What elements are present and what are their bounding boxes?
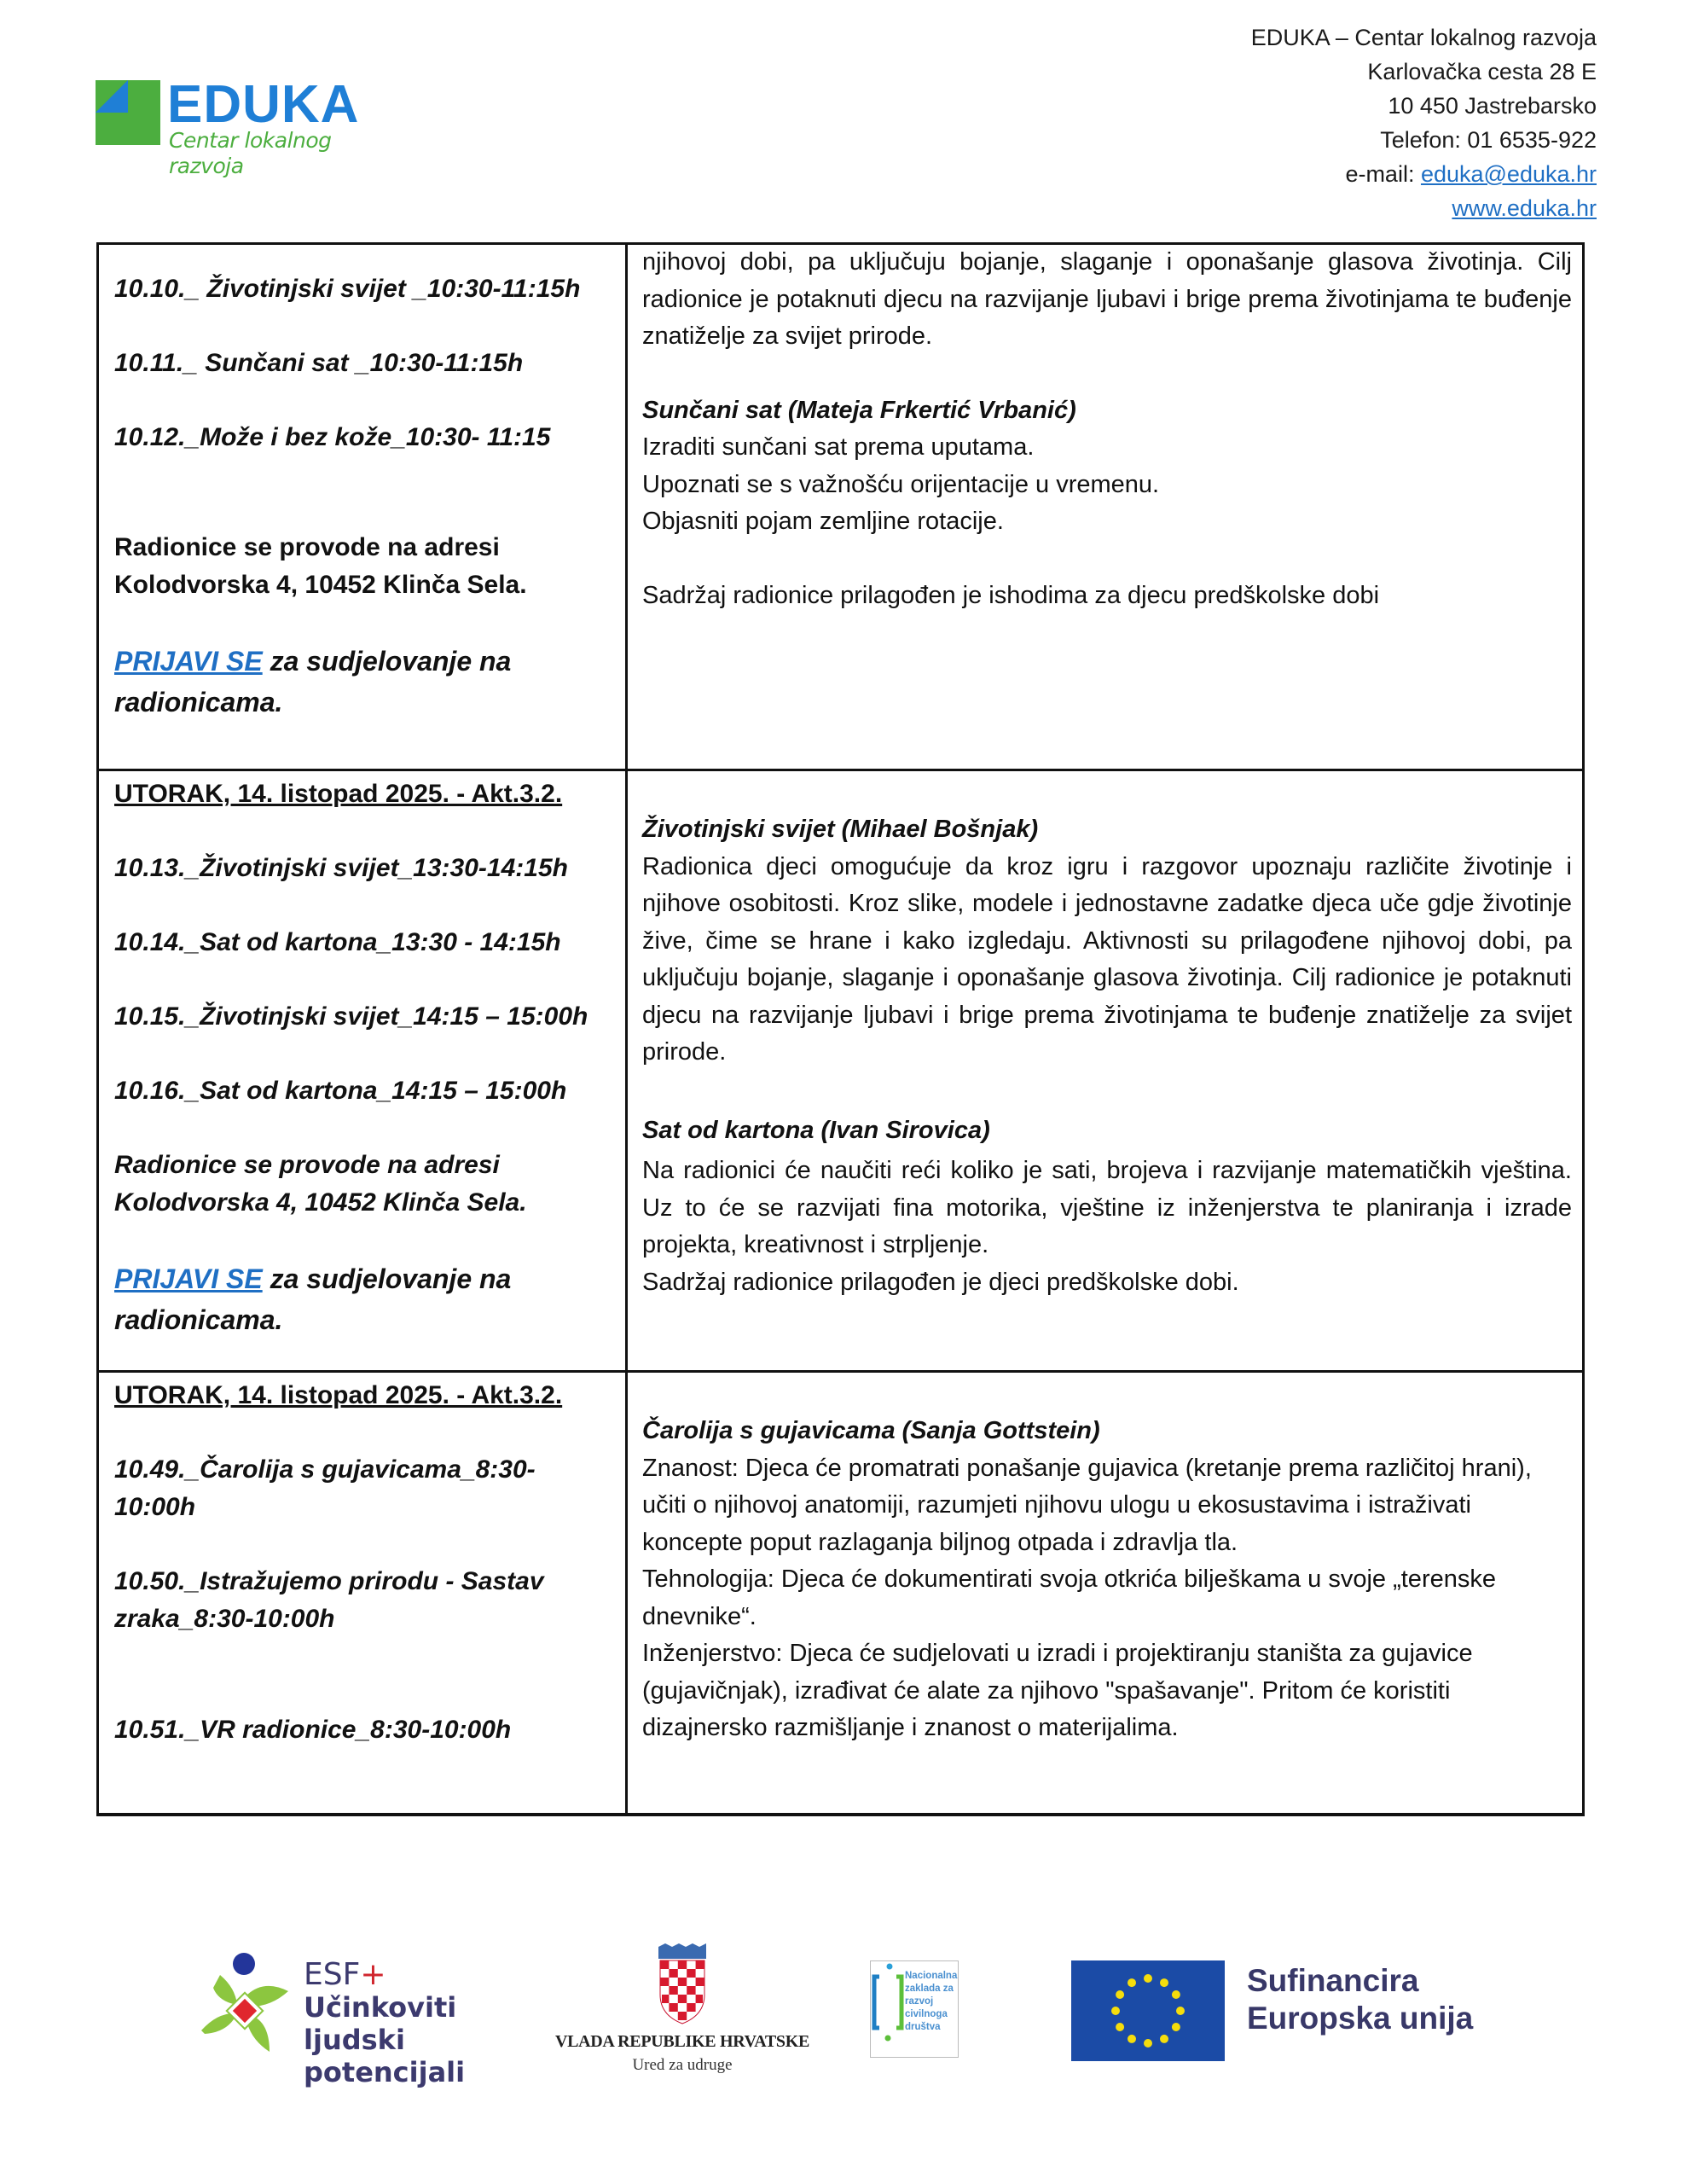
eu-star-icon bbox=[1111, 2007, 1120, 2015]
workshop-line: Izraditi sunčani sat prema uputama. bbox=[642, 433, 1035, 461]
contact-city: 10 450 Jastrebarsko bbox=[1388, 93, 1597, 119]
eu-flag-icon bbox=[1071, 1960, 1225, 2061]
column-divider bbox=[625, 245, 628, 1813]
eu-star-icon bbox=[1116, 2023, 1124, 2031]
workshop-paragraph: Tehnologija: Djeca će dokumentirati svoja otkrića bilješkama u svoje „terenske dnevnike“. bbox=[642, 1565, 1496, 1630]
workshop-title: Sat od kartona (Ivan Sirovica) bbox=[642, 1116, 990, 1144]
workshop-description: njihovoj dobi, pa uključuju bojanje, slaganje i oponašanje glasova životinja. Cilj radionice je potaknuti djecu na razvijanje ljubavi i brige prema životinjama te buđenje znatiželje za svijet prirode. bbox=[642, 248, 1572, 350]
vlada-logo bbox=[554, 1937, 810, 2082]
schedule-table bbox=[96, 242, 1585, 1816]
row-2-right-cell bbox=[642, 811, 1572, 1301]
esf-logo bbox=[194, 1945, 553, 2088]
address-line: Kolodvorska 4, 10452 Klinča Sela. bbox=[114, 571, 527, 599]
signup-link[interactable]: PRIJAVI SE bbox=[114, 646, 263, 677]
vlada-subtitle: Ured za udruge bbox=[632, 2056, 733, 2074]
eu-star-icon bbox=[1176, 2007, 1185, 2015]
esf-logo-icon bbox=[194, 1945, 297, 2056]
signup-text: za sudjelovanje na radionicama. bbox=[114, 1263, 512, 1335]
workshop-line: Objasniti pojam zemljine rotacije. bbox=[642, 508, 1004, 535]
esf-line2: potencijali bbox=[304, 2056, 466, 2088]
eu-stars bbox=[1071, 1960, 1225, 2061]
eduka-logo-mark-icon bbox=[96, 80, 160, 145]
workshop-description: Radionica djeci omogućuje da kroz igru i razgovor upoznaju različite životinje i njihove osobitosti. Kroz slike, modele i jednostavne zadatke djeca uče gdje životinje žive, čime se hrane i kako izgledaju. Aktivnosti su prilagođene njihovoj dobi, pa uključuju bojanje, slaganje i oponašanje glasova životinja. Cilj radionice je potaknuti djecu na razvijanje ljubavi i brige prema životinjama te buđenje znatiželje za svijet prirode. bbox=[642, 852, 1572, 1066]
logo-wordmark: EDUKA bbox=[167, 75, 360, 134]
esf-plus: + bbox=[360, 1957, 386, 1992]
nz-line: Nacionalna bbox=[905, 1971, 958, 1981]
nz-line: zaklada za bbox=[905, 1984, 954, 1994]
address-line: Radionice se provode na adresi bbox=[114, 533, 500, 561]
row-2-left-cell bbox=[114, 775, 617, 1340]
eu-line2: Europska unija bbox=[1247, 2001, 1474, 2036]
workshop-note: Sadržaj radionice prilagođen je djeci predškolske dobi. bbox=[642, 1268, 1239, 1296]
signup-text: za sudjelovanje na radionicama. bbox=[114, 646, 512, 717]
eu-star-icon bbox=[1172, 1990, 1180, 1999]
eu-star-icon bbox=[1128, 2035, 1136, 2043]
session-item: 10.16._Sat od kartona_14:15 – 15:00h bbox=[114, 1077, 567, 1105]
session-item: 10.15._Životinjski svijet_14:15 – 15:00h bbox=[114, 1002, 588, 1031]
row-1-right-cell bbox=[642, 244, 1572, 614]
row-3-right-cell bbox=[642, 1413, 1572, 1747]
session-item: 10.11._ Sunčani sat _10:30-11:15h bbox=[114, 349, 524, 377]
workshop-note: Sadržaj radionice prilagođen je ishodima za djecu predškolske dobi bbox=[642, 581, 1380, 609]
nzrcd-logo-icon bbox=[871, 1961, 905, 2055]
workshop-paragraph: Znanost: Djeca će promatrati ponašanje gujavica (kretanje prema različitoj hrani), učiti o njihovoj anatomiji, razumjeti njihovu ulogu u ekosustavima i istraživati koncepte poput razlaganja biljnog otpada i zdravlja tla. bbox=[642, 1454, 1532, 1556]
session-item: 10.14._Sat od kartona_13:30 - 14:15h bbox=[114, 928, 561, 956]
workshop-line: Upoznati se s važnošću orijentacije u vremenu. bbox=[642, 470, 1160, 498]
logo-tagline: Centar lokalnog razvoja bbox=[169, 128, 332, 178]
session-item: 10.13._Životinjski svijet_13:30-14:15h bbox=[114, 854, 568, 882]
eduka-logo bbox=[92, 75, 365, 178]
signup-paragraph bbox=[114, 641, 617, 723]
vlada-title: VLADA REPUBLIKE HRVATSKE bbox=[554, 2032, 810, 2051]
contact-phone: Telefon: 01 6535-922 bbox=[1380, 127, 1597, 153]
day-heading: UTORAK, 14. listopad 2025. - Akt.3.2. bbox=[114, 1381, 563, 1409]
workshop-title: Sunčani sat (Mateja Frkertić Vrbanić) bbox=[642, 396, 1076, 424]
sponsor-logos bbox=[0, 1937, 1687, 2090]
signup-link[interactable]: PRIJAVI SE bbox=[114, 1263, 263, 1294]
workshop-title: Životinjski svijet (Mihael Bošnjak) bbox=[642, 816, 1039, 843]
signup-paragraph bbox=[114, 1258, 617, 1340]
eu-star-icon bbox=[1172, 2023, 1180, 2031]
workshop-title: Čarolija s gujavicama (Sanja Gottstein) bbox=[642, 1417, 1100, 1444]
address-line: Radionice se provode na adresi bbox=[114, 1151, 500, 1179]
contact-email-line bbox=[1251, 157, 1597, 191]
nz-line: društva bbox=[905, 2022, 941, 2032]
day-heading: UTORAK, 14. listopad 2025. - Akt.3.2. bbox=[114, 780, 563, 808]
contact-street: Karlovačka cesta 28 E bbox=[1367, 59, 1597, 84]
row-3-left-cell bbox=[114, 1377, 617, 1749]
esf-title: ESF+ bbox=[304, 1957, 386, 1992]
eu-star-icon bbox=[1144, 1974, 1152, 1983]
eu-line1: Sufinancira bbox=[1247, 1963, 1419, 1998]
session-item: 10.49._Čarolija s gujavicama_8:30-10:00h bbox=[114, 1455, 536, 1521]
email-link[interactable]: eduka@eduka.hr bbox=[1420, 161, 1597, 187]
eu-cofinance-text bbox=[1247, 1962, 1473, 2037]
session-item: 10.51._VR radionice_8:30-10:00h bbox=[114, 1716, 512, 1744]
email-label: e-mail: bbox=[1345, 161, 1421, 187]
eu-star-icon bbox=[1144, 2039, 1152, 2048]
contact-block bbox=[1251, 20, 1597, 225]
website-link[interactable]: www.eduka.hr bbox=[1452, 195, 1597, 221]
eu-star-icon bbox=[1116, 1990, 1124, 1999]
eu-star-icon bbox=[1160, 1978, 1168, 1987]
contact-org: EDUKA – Centar lokalnog razvoja bbox=[1250, 25, 1597, 50]
eu-star-icon bbox=[1160, 2035, 1168, 2043]
esf-line1: Učinkoviti ljudski bbox=[304, 1991, 457, 2056]
row-divider bbox=[99, 769, 1582, 771]
nz-line: razvoj bbox=[905, 1996, 934, 2007]
nz-line: civilnoga bbox=[905, 2009, 948, 2019]
nzrcd-logo bbox=[870, 1960, 959, 2058]
croatian-coat-of-arms-icon bbox=[655, 1943, 710, 2025]
workshop-paragraph: Inženjerstvo: Djeca će sudjelovati u izradi i projektiranju staništa za gujavice (gujavičnjak), izrađivat će alate za njihovo "spašavanje". Pritom će koristiti dizajnersko razmišljanje i znanost o materijalima. bbox=[642, 1640, 1473, 1741]
session-item: 10.50._Istražujemo prirodu - Sastav zraka_8:30-10:00h bbox=[114, 1567, 544, 1633]
eu-star-icon bbox=[1128, 1978, 1136, 1987]
address-line: Kolodvorska 4, 10452 Klinča Sela. bbox=[114, 1188, 527, 1217]
workshop-description: Na radionici će naučiti reći koliko je sati, brojeva i razvijanje matematičkih vještina. Uz to će se razvijati fina motorika, vještine iz inženjerstva te planiranja i izrade projekta, kreativnost i strpljenje. bbox=[642, 1157, 1572, 1258]
row-divider bbox=[99, 1370, 1582, 1373]
session-item: 10.10._ Životinjski svijet _10:30-11:15h bbox=[114, 275, 581, 303]
session-item: 10.12._Može i bez kože_10:30- 11:15 bbox=[114, 423, 551, 451]
row-1-left-cell bbox=[114, 270, 617, 723]
